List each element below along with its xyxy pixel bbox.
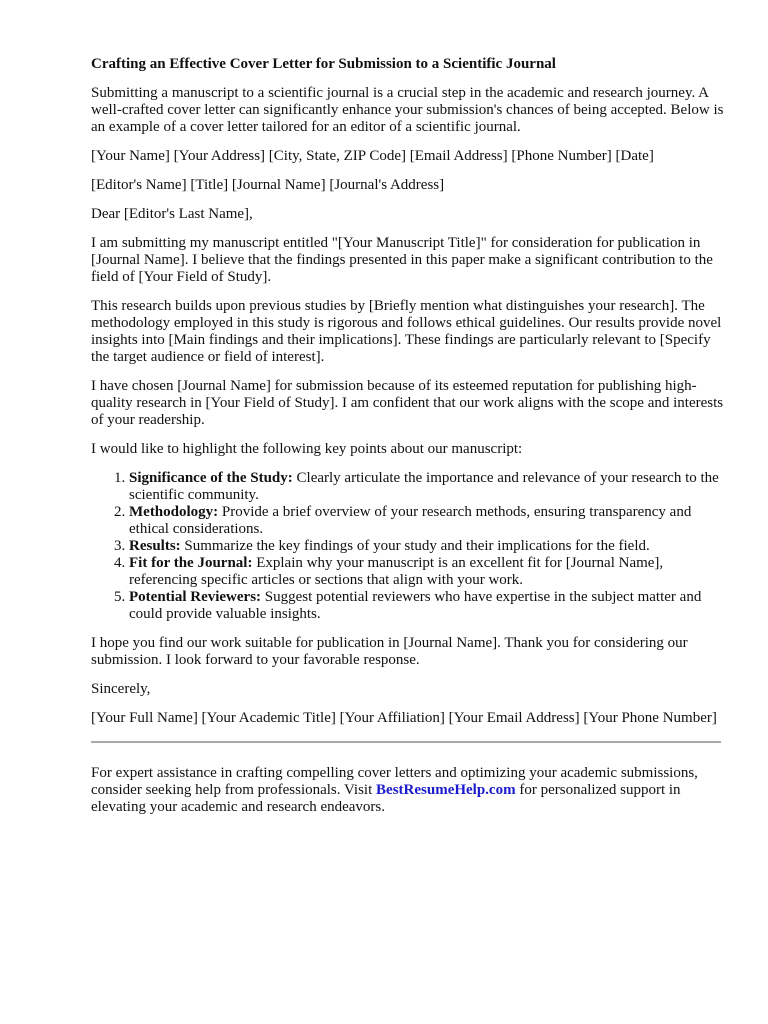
key-points-list (91, 470, 731, 623)
key-point-text: Suggest potential reviewers who have expertise in the subject matter and could provide valuable insights. (129, 589, 702, 622)
list-item (129, 470, 731, 504)
salutation: Dear [Editor's Last Name], (91, 206, 253, 222)
footer-paragraph (91, 765, 731, 816)
recipient-address-block: [Editor's Name] [Title] [Journal Name] [Journal's Address] (91, 177, 445, 193)
bestresumehelp-link[interactable]: BestResumeHelp.com (376, 782, 516, 798)
document-page (91, 56, 731, 828)
footer-text-before: For expert assistance in crafting compelling cover letters and optimizing your academic submissions, consider seeking help from professionals. Visit (91, 765, 698, 798)
intro-paragraph: Submitting a manuscript to a scientific journal is a crucial step in the academic and research journey. A well-crafted cover letter can significantly enhance your submission's chances of being accepted. Below is an example of a cover letter tailored for an editor of a scientific journal. (91, 85, 724, 135)
divider (91, 741, 721, 743)
sender-address-block: [Your Name] [Your Address] [City, State, ZIP Code] [Email Address] [Phone Number] [Date] (91, 148, 654, 164)
key-point-label: Fit for the Journal: (129, 555, 253, 571)
list-item (129, 555, 731, 589)
key-point-text: Summarize the key findings of your study and their implications for the field. (180, 538, 650, 554)
body-paragraph-3: I have chosen [Journal Name] for submission because of its esteemed reputation for publishing high-quality research in [Your Field of Study]. I am confident that our work aligns with the scope and interests of your readership. (91, 378, 724, 428)
key-point-text: Explain why your manuscript is an excellent fit for [Journal Name], referencing specific articles or sections that align with your work. (129, 555, 664, 588)
list-item (129, 589, 731, 623)
key-point-text: Clearly articulate the importance and relevance of your research to the scientific community. (129, 470, 719, 503)
list-item (129, 504, 731, 538)
key-point-label: Results: (129, 538, 181, 554)
document-title: Crafting an Effective Cover Letter for Submission to a Scientific Journal (91, 56, 556, 72)
key-point-label: Potential Reviewers: (129, 589, 262, 605)
signoff: Sincerely, (91, 681, 151, 697)
key-point-label: Methodology: (129, 504, 219, 520)
key-point-text: Provide a brief overview of your research methods, ensuring transparency and ethical considerations. (129, 504, 692, 537)
closing-paragraph: I hope you find our work suitable for publication in [Journal Name]. Thank you for considering our submission. I look forward to your favorable response. (91, 635, 688, 668)
body-paragraph-2: This research builds upon previous studies by [Briefly mention what distinguishes your research]. The methodology employed in this study is rigorous and follows ethical guidelines. Our results provide novel insights into [Main findings and their implications]. These findings are particularly relevant to [Specify the target audience or field of interest]. (91, 298, 722, 365)
signature-block: [Your Full Name] [Your Academic Title] [Your Affiliation] [Your Email Address] [Your Phone Number] (91, 710, 717, 726)
body-paragraph-1: I am submitting my manuscript entitled "[Your Manuscript Title]" for consideration for publication in [Journal Name]. I believe that the findings presented in this paper make a significant contribution to the field of [Your Field of Study]. (91, 235, 713, 285)
footer-text-after: for personalized support in elevating your academic and research endeavors. (91, 782, 681, 815)
key-point-label: Significance of the Study: (129, 470, 293, 486)
key-points-intro: I would like to highlight the following key points about our manuscript: (91, 441, 523, 457)
list-item (129, 538, 731, 555)
